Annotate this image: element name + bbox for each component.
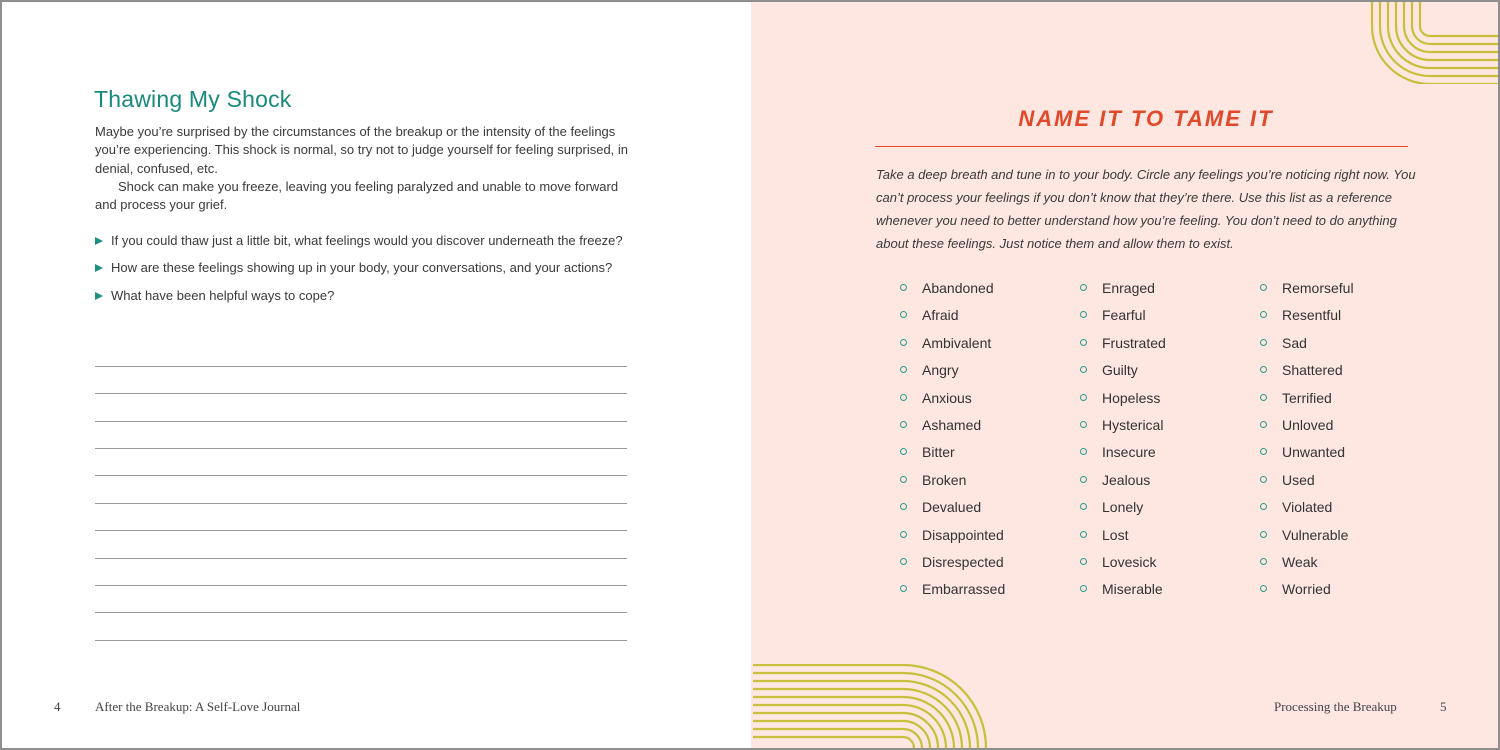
feeling-label: Remorseful: [1282, 280, 1354, 296]
feeling-item[interactable]: [1260, 524, 1354, 551]
page-number: 4: [54, 699, 61, 714]
circle-bullet-icon: [1260, 421, 1267, 428]
feeling-item[interactable]: [900, 441, 1005, 468]
circle-bullet-icon: [1260, 394, 1267, 401]
feeling-label: Hopeless: [1102, 389, 1161, 406]
writing-line: [95, 530, 627, 531]
feeling-label: Weak: [1282, 553, 1318, 570]
circle-bullet-icon: [1260, 503, 1267, 510]
feeling-item[interactable]: [1080, 359, 1166, 386]
circle-bullet-icon: [900, 531, 907, 538]
intro-paragraph-1: Maybe you’re surprised by the circumstances of the breakup or the intensity of the feelings you’re experiencing. This shock is normal, so try not to judge yourself for feeling surprised, in denial, confused, etc.: [95, 124, 629, 176]
feeling-label: Embarrassed: [922, 581, 1006, 598]
circle-bullet-icon: [1080, 531, 1087, 538]
feelings-column-1: [900, 277, 1005, 606]
feeling-label: Violated: [1282, 499, 1333, 516]
feeling-item[interactable]: [1260, 304, 1354, 331]
circle-bullet-icon: [900, 558, 907, 565]
circle-bullet-icon: [1080, 503, 1087, 510]
feeling-label: Lost: [1102, 526, 1129, 543]
feeling-item[interactable]: [900, 578, 1005, 605]
section-heading: NAME IT TO TAME IT: [1018, 106, 1274, 131]
feeling-item[interactable]: [1080, 332, 1166, 359]
feeling-item[interactable]: [1080, 304, 1166, 331]
writing-line: [95, 393, 627, 394]
feeling-label: Disappointed: [922, 526, 1004, 543]
circle-bullet-icon: [900, 339, 907, 346]
question-item: [95, 259, 640, 277]
writing-line: [95, 640, 627, 641]
feeling-item[interactable]: [1260, 469, 1354, 496]
feeling-label: Fearful: [1102, 307, 1146, 324]
feeling-item[interactable]: [1080, 578, 1166, 605]
feeling-label: Bitter: [922, 444, 955, 461]
feeling-label: Afraid: [922, 307, 959, 324]
question-list: [95, 232, 640, 314]
feeling-label: Angry: [922, 362, 959, 379]
right-page: [751, 2, 1498, 748]
heading-rule: [875, 146, 1408, 147]
intro-paragraph-2: Shock can make you freeze, leaving you feeling paralyzed and unable to move forward and process your grief.: [95, 178, 619, 213]
instructions-text: Take a deep breath and tune in to your body. Circle any feelings you’re noticing right now. You can’t process your feelings if you don’t know that they’re there. Use this list as a reference whenever you need to better understand how you’re feeling. You don’t need to do anything about these feelings. Just notice them and allow them to exist.: [876, 167, 1416, 251]
running-footer: After the Breakup: A Self-Love Journal: [95, 699, 301, 714]
feeling-item[interactable]: [900, 359, 1005, 386]
feeling-item[interactable]: [900, 277, 1005, 304]
feeling-item[interactable]: [900, 414, 1005, 441]
feeling-item[interactable]: [1080, 469, 1166, 496]
writing-line: [95, 558, 627, 559]
circle-bullet-icon: [1080, 366, 1087, 373]
circle-bullet-icon: [1260, 558, 1267, 565]
question-item: [95, 287, 640, 305]
feeling-label: Anxious: [922, 389, 972, 406]
circle-bullet-icon: [900, 503, 907, 510]
circle-bullet-icon: [1260, 448, 1267, 455]
circle-bullet-icon: [1080, 476, 1087, 483]
feeling-item[interactable]: [1080, 441, 1166, 468]
feeling-label: Disrespected: [922, 553, 1004, 570]
circle-bullet-icon: [900, 366, 907, 373]
circle-bullet-icon: [1260, 284, 1267, 291]
feeling-item[interactable]: [1260, 414, 1354, 441]
feeling-label: Frustrated: [1102, 334, 1166, 351]
feeling-label: Lonely: [1102, 499, 1144, 516]
feeling-item[interactable]: [900, 524, 1005, 551]
triangle-bullet-icon: [95, 264, 103, 272]
triangle-bullet-icon: [95, 292, 103, 300]
feeling-label: Devalued: [922, 499, 982, 516]
feeling-label: Worried: [1282, 581, 1331, 598]
circle-bullet-icon: [900, 585, 907, 592]
feeling-item[interactable]: [1080, 387, 1166, 414]
circle-bullet-icon: [900, 448, 907, 455]
left-page: [2, 2, 751, 748]
writing-line: [95, 366, 627, 367]
circle-bullet-icon: [1080, 448, 1087, 455]
feeling-item[interactable]: [900, 551, 1005, 578]
circle-bullet-icon: [1260, 585, 1267, 592]
feeling-item[interactable]: [900, 332, 1005, 359]
feeling-item[interactable]: [1260, 496, 1354, 523]
feeling-label: Resentful: [1282, 307, 1342, 324]
running-footer: Processing the Breakup: [1274, 699, 1397, 714]
feeling-item[interactable]: [1080, 551, 1166, 578]
feeling-label: Shattered: [1282, 362, 1343, 379]
circle-bullet-icon: [1080, 339, 1087, 346]
feeling-label: Insecure: [1102, 444, 1156, 461]
feeling-label: Ashamed: [922, 416, 982, 433]
feeling-label: Guilty: [1102, 362, 1138, 379]
feeling-item[interactable]: [900, 496, 1005, 523]
page-title: Thawing My Shock: [94, 86, 292, 112]
feeling-item[interactable]: [900, 304, 1005, 331]
question-text: If you could thaw just a little bit, what feelings would you discover underneath the freeze?: [111, 233, 623, 248]
feeling-label: Terrified: [1282, 389, 1332, 406]
feeling-label: Broken: [922, 471, 967, 488]
feeling-item[interactable]: [1260, 387, 1354, 414]
circle-bullet-icon: [1080, 421, 1087, 428]
feeling-item[interactable]: [1260, 578, 1354, 605]
feeling-label: Sad: [1282, 334, 1307, 351]
feeling-label: Lovesick: [1102, 553, 1157, 570]
feeling-item[interactable]: [1080, 524, 1166, 551]
feelings-column-2: [1080, 277, 1166, 606]
circle-bullet-icon: [900, 311, 907, 318]
circle-bullet-icon: [900, 421, 907, 428]
feeling-label: Enraged: [1102, 280, 1155, 296]
writing-line: [95, 585, 627, 586]
circle-bullet-icon: [1080, 311, 1087, 318]
circle-bullet-icon: [1260, 339, 1267, 346]
feeling-item[interactable]: [1080, 277, 1166, 304]
circle-bullet-icon: [900, 394, 907, 401]
circle-bullet-icon: [1080, 394, 1087, 401]
circle-bullet-icon: [1260, 366, 1267, 373]
page-number: 5: [1440, 699, 1447, 714]
feeling-item[interactable]: [900, 387, 1005, 414]
writing-line: [95, 475, 627, 476]
question-text: What have been helpful ways to cope?: [111, 287, 335, 303]
circle-bullet-icon: [1080, 284, 1087, 291]
question-item: [95, 232, 640, 250]
writing-line: [95, 612, 627, 613]
circle-bullet-icon: [1080, 585, 1087, 592]
circle-bullet-icon: [1260, 311, 1267, 318]
feeling-item[interactable]: [1260, 441, 1354, 468]
circle-bullet-icon: [1260, 476, 1267, 483]
circle-bullet-icon: [1080, 558, 1087, 565]
feelings-column-3: [1260, 277, 1354, 606]
intro-text: [95, 123, 635, 214]
circle-bullet-icon: [1260, 531, 1267, 538]
feeling-label: Vulnerable: [1282, 526, 1349, 543]
feeling-item[interactable]: [1260, 277, 1354, 304]
writing-line: [95, 503, 627, 504]
question-text: How are these feelings showing up in your body, your conversations, and your actions?: [111, 260, 613, 276]
feeling-label: Miserable: [1102, 581, 1163, 598]
writing-line: [95, 448, 627, 449]
circle-bullet-icon: [900, 284, 907, 291]
feeling-item[interactable]: [900, 469, 1005, 496]
writing-line: [95, 421, 627, 422]
feeling-item[interactable]: [1080, 496, 1166, 523]
feeling-item[interactable]: [1260, 359, 1354, 386]
feeling-label: Jealous: [1102, 471, 1151, 488]
feeling-item[interactable]: [1260, 332, 1354, 359]
feeling-label: Unwanted: [1282, 444, 1346, 461]
feeling-item[interactable]: [1260, 551, 1354, 578]
circle-bullet-icon: [900, 476, 907, 483]
decorative-arcs-bottom: [753, 664, 987, 748]
feeling-item[interactable]: [1080, 414, 1166, 441]
triangle-bullet-icon: [95, 237, 103, 245]
feeling-label: Hysterical: [1102, 416, 1164, 433]
feeling-label: Unloved: [1282, 416, 1334, 433]
feeling-label: Used: [1282, 471, 1315, 488]
feeling-label: Abandoned: [922, 280, 994, 296]
feeling-label: Ambivalent: [922, 334, 992, 351]
decorative-arcs-top: [1370, 2, 1498, 84]
